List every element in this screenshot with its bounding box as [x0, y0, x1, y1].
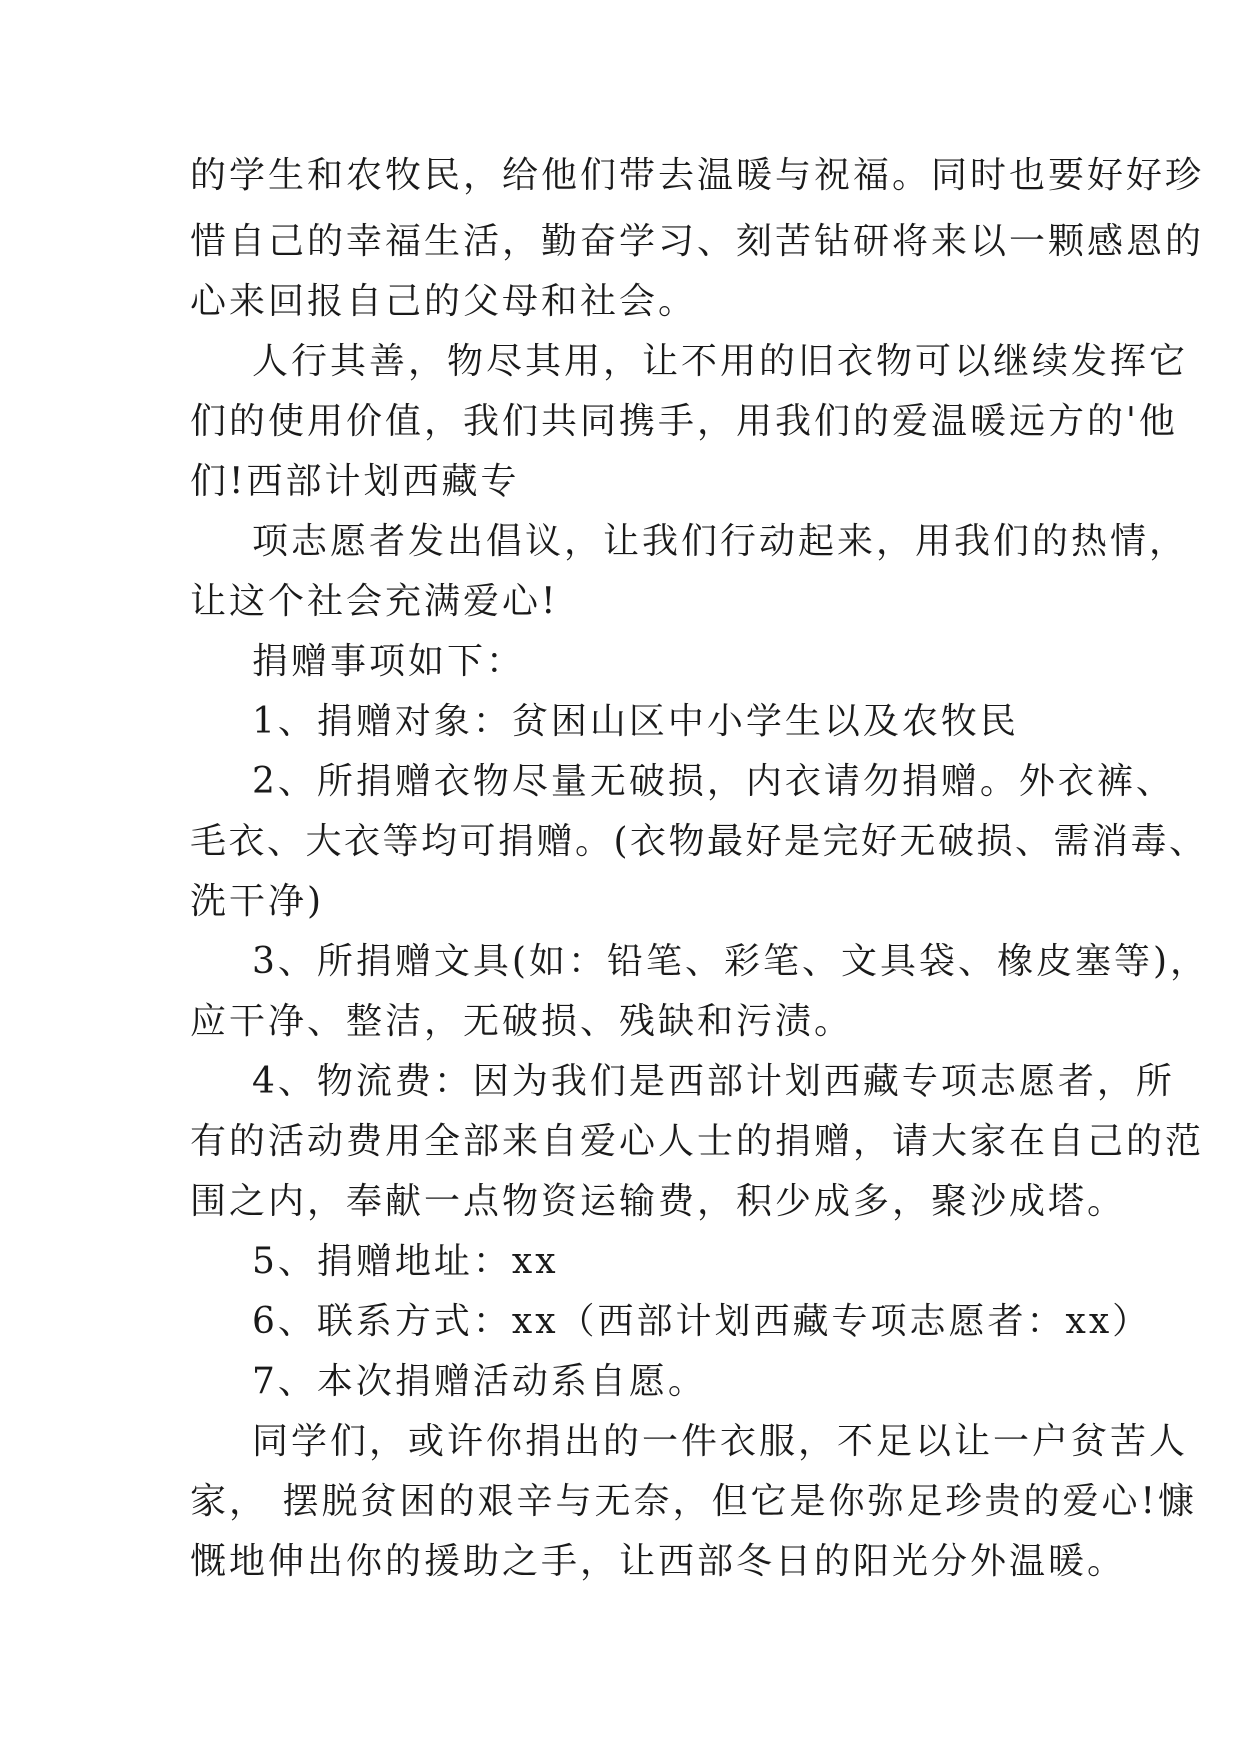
text-line: 们!西部计划西藏专: [190, 461, 520, 502]
text-line: 家， 摆脱贫困的艰辛与无奈，但它是你弥足珍贵的爱心!慷: [190, 1481, 1197, 1522]
section-heading: 捐赠事项如下：: [252, 641, 526, 682]
text-line: 让这个社会充满爱心!: [190, 581, 559, 622]
list-item: 5、捐赠地址：xx: [252, 1241, 559, 1282]
text-line: 们的使用价值，我们共同携手，用我们的爱温暖远方的'他: [190, 401, 1178, 442]
text-line: 应干净、整洁，无破损、残缺和污渍。: [190, 1001, 854, 1042]
list-item: 7、本次捐赠活动系自愿。: [252, 1361, 707, 1402]
text-line: 心来回报自己的父母和社会。: [190, 281, 698, 322]
text-line: 慨地伸出你的援助之手，让西部冬日的阳光分外温暖。: [190, 1541, 1127, 1582]
paragraph-start: 人行其善，物尽其用，让不用的旧衣物可以继续发挥它: [252, 341, 1189, 382]
paragraph-start: 项志愿者发出倡议，让我们行动起来，用我们的热情，: [252, 521, 1189, 562]
text-line: 有的活动费用全部来自爱心人士的捐赠，请大家在自己的范: [190, 1121, 1205, 1162]
text-line: 毛衣、大衣等均可捐赠。(衣物最好是完好无破损、需消毒、: [190, 821, 1208, 862]
text-line: 惜自己的幸福生活，勤奋学习、刻苦钻研将来以一颗感恩的: [190, 221, 1205, 262]
text-line: 的学生和农牧民，给他们带去温暖与祝福。同时也要好好珍: [190, 155, 1205, 196]
list-item: 1、捐赠对象：贫困山区中小学生以及农牧民: [252, 701, 1019, 742]
list-item: 3、所捐赠文具(如：铅笔、彩笔、文具袋、橡皮塞等)，: [252, 941, 1209, 982]
list-item: 4、物流费：因为我们是西部计划西藏专项志愿者，所: [252, 1061, 1175, 1102]
paragraph-start: 同学们，或许你捐出的一件衣服，不足以让一户贫苦人: [252, 1421, 1189, 1462]
list-item: 2、所捐赠衣物尽量无破损，内衣请勿捐赠。外衣裤、: [252, 761, 1175, 802]
list-item: 6、联系方式：xx（西部计划西藏专项志愿者：xx）: [252, 1301, 1152, 1342]
text-line: 洗干净): [190, 881, 325, 922]
text-line: 围之内，奉献一点物资运输费，积少成多，聚沙成塔。: [190, 1181, 1127, 1222]
